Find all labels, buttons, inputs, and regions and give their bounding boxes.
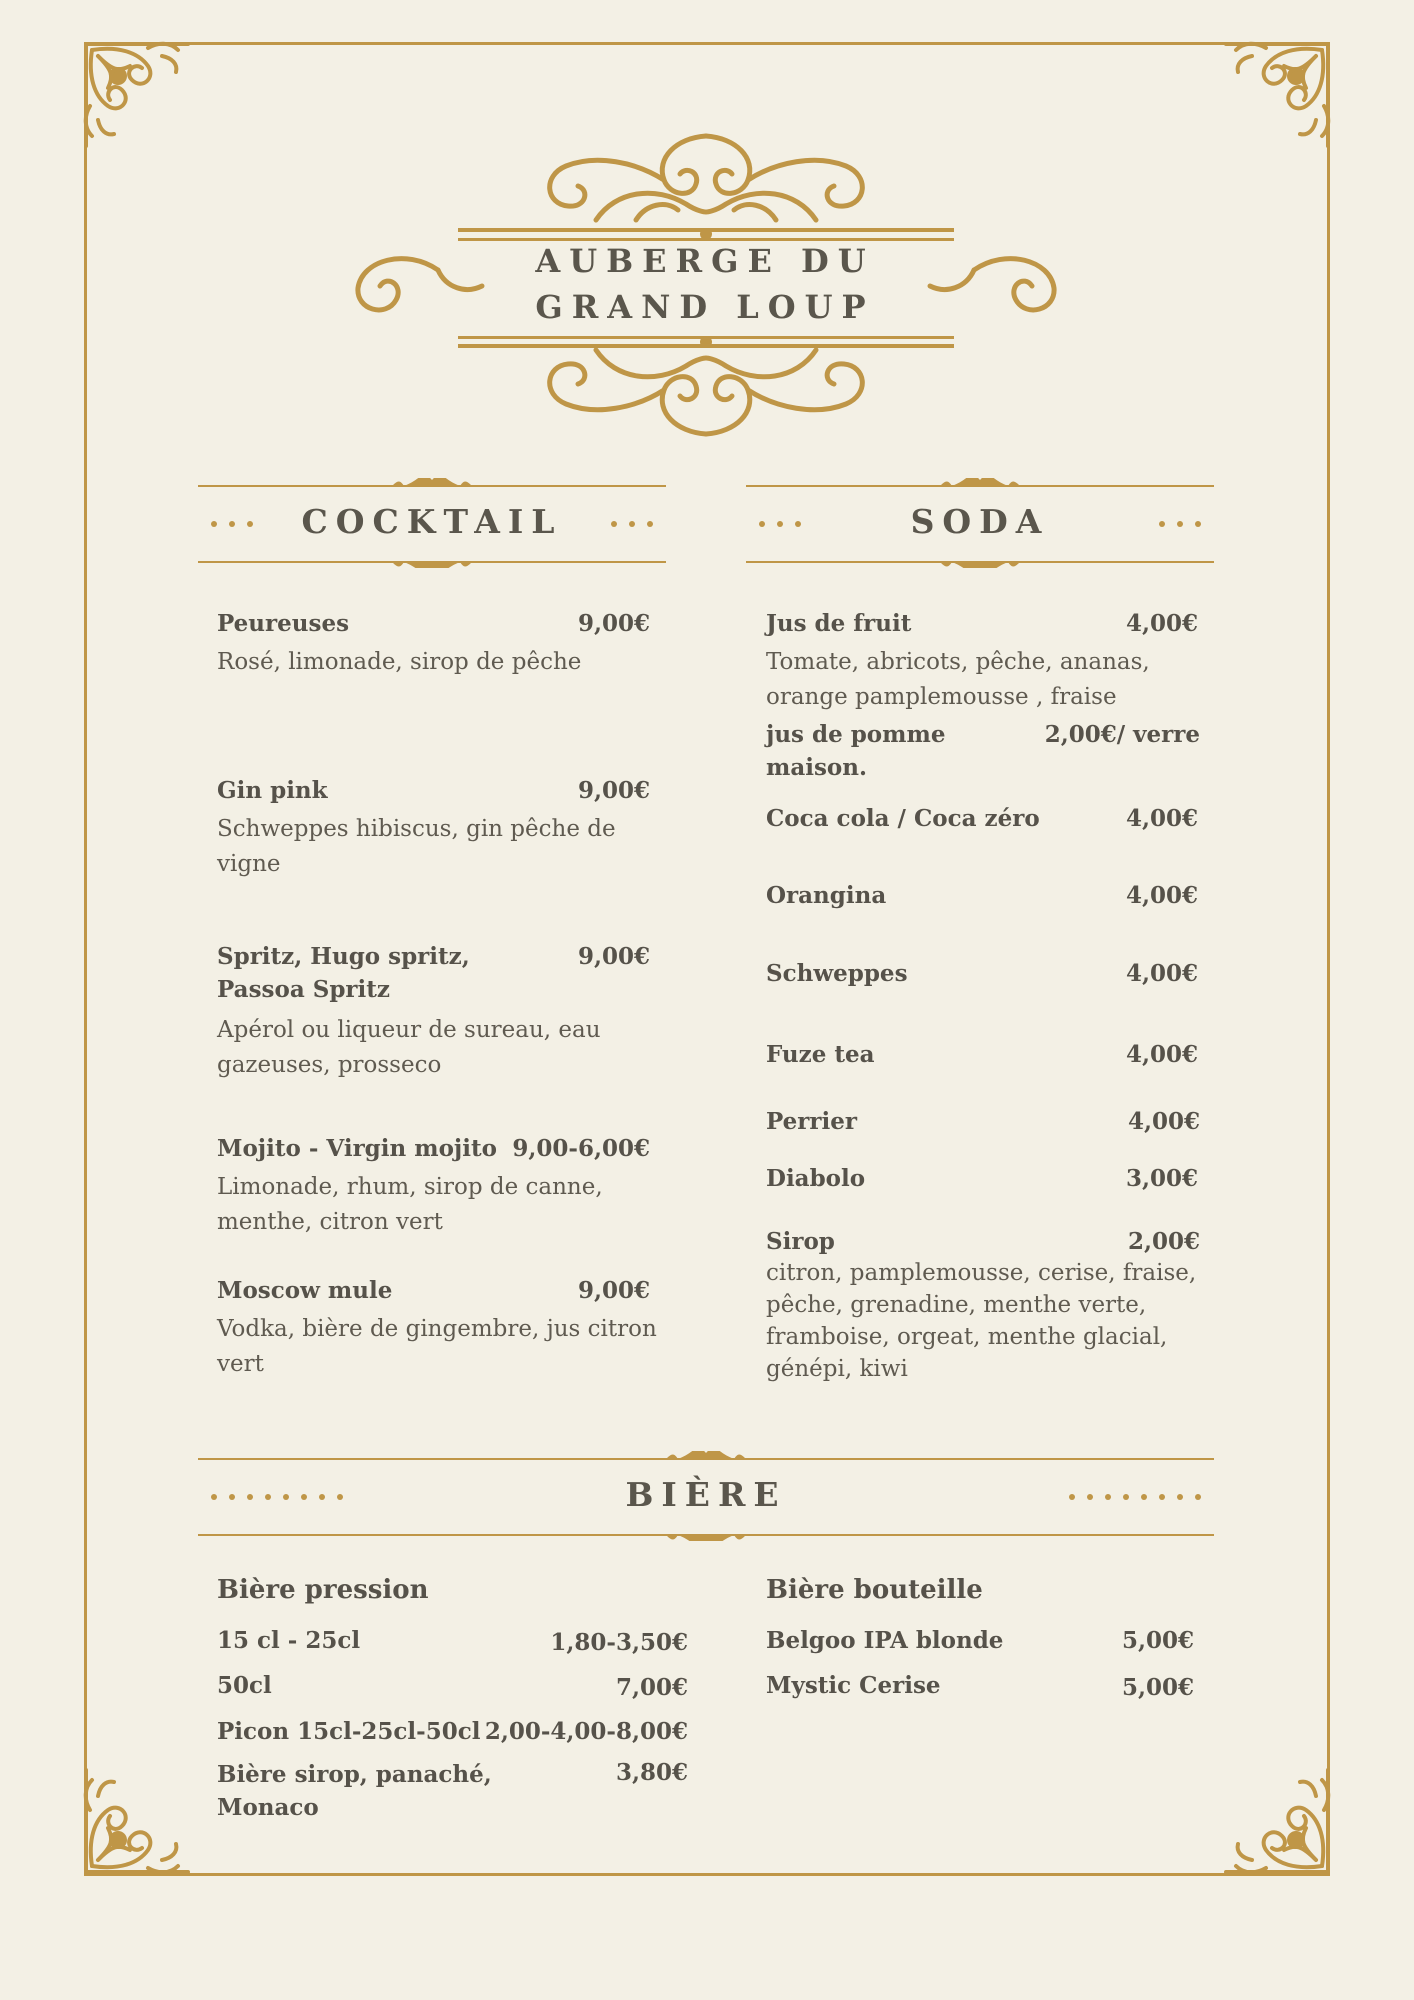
soda-section-title: SODA: [910, 502, 1050, 541]
cocktail-item-price: 9,00€: [577, 610, 650, 637]
biere-bouteille-title: Bière bouteille: [766, 1575, 983, 1605]
soda-item-name: Perrier: [766, 1108, 858, 1135]
biere-section-title: BIÈRE: [625, 1475, 787, 1514]
soda-extra-name: jus de pomme maison.: [766, 721, 946, 781]
cocktail-item-price: 9,00-6,00€: [512, 1135, 650, 1162]
soda-item-name: Sirop: [766, 1228, 835, 1255]
cocktail-item-desc: Schweppes hibiscus, gin pêche de vigne: [217, 816, 616, 877]
cocktail-item-name: Peureuses: [217, 610, 350, 637]
cocktail-item-price: 9,00€: [577, 777, 650, 804]
soda-item-price: 2,00€: [1127, 1228, 1200, 1255]
biere-item-name: Belgoo IPA blonde: [766, 1627, 1004, 1654]
biere-pression-title: Bière pression: [217, 1575, 429, 1605]
soda-item-price: 4,00€: [1127, 1108, 1200, 1135]
biere-item-name: Bière sirop, panaché, Monaco: [217, 1761, 492, 1821]
biere-item-price: 1,80-3,50€: [550, 1629, 688, 1656]
soda-item-name: Coca cola / Coca zéro: [766, 805, 1040, 832]
soda-item-desc: Tomate, abricots, pêche, ananas, orange pamplemousse , fraise: [766, 649, 1150, 710]
soda-item-price: 3,00€: [1125, 1165, 1198, 1192]
soda-item-name: Jus de fruit: [766, 610, 912, 637]
cocktail-item-name: Spritz, Hugo spritz, Passoa Spritz: [217, 943, 470, 1003]
biere-item-name: 15 cl - 25cl: [217, 1627, 361, 1654]
soda-item-price: 4,00€: [1125, 610, 1198, 637]
soda-extra-price: 2,00€/ verre: [1044, 721, 1200, 748]
soda-item-desc: citron, pamplemousse, cerise, fraise, pêche, grenadine, menthe verte, framboise, orgeat, menthe glacial, génépi, kiwi: [766, 1260, 1197, 1382]
biere-item-name: Picon 15cl-25cl-50cl: [217, 1718, 481, 1745]
cocktail-item-price: 9,00€: [577, 1277, 650, 1304]
soda-item-name: Schweppes: [766, 960, 908, 987]
soda-item-price: 4,00€: [1125, 882, 1198, 909]
soda-section-header: [746, 478, 1214, 568]
soda-item-name: Diabolo: [766, 1165, 866, 1192]
cocktail-item-desc: Vodka, bière de gingembre, jus citron vert: [217, 1316, 657, 1377]
cocktail-item-name: Gin pink: [217, 777, 328, 804]
biere-item-price: 3,80€: [615, 1759, 688, 1786]
soda-item-name: Orangina: [766, 882, 887, 909]
cocktail-item-desc: Rosé, limonade, sirop de pêche: [217, 649, 582, 675]
biere-section-header: [198, 1451, 1214, 1541]
biere-item-price: 2,00-4,00-8,00€: [484, 1718, 688, 1745]
biere-item-price: 7,00€: [615, 1674, 688, 1701]
soda-item-name: Fuze tea: [766, 1041, 875, 1068]
biere-item-name: Mystic Cerise: [766, 1672, 941, 1699]
cocktail-item-price: 9,00€: [577, 943, 650, 970]
cocktail-item-desc: Apérol ou liqueur de sureau, eau gazeuses, prosseco: [217, 1017, 601, 1078]
corner-ornament-bottom-left: [78, 1764, 194, 1880]
restaurant-name: AUBERGE DU GRAND LOUP: [535, 242, 875, 326]
biere-item-price: 5,00€: [1121, 1627, 1194, 1654]
soda-item-price: 4,00€: [1125, 1041, 1198, 1068]
biere-item-name: 50cl: [217, 1672, 272, 1699]
corner-ornament-bottom-right: [1220, 1764, 1336, 1880]
cocktail-item-desc: Limonade, rhum, sirop de canne, menthe, citron vert: [217, 1174, 603, 1235]
soda-item-price: 4,00€: [1125, 805, 1198, 832]
soda-item-price: 4,00€: [1125, 960, 1198, 987]
corner-ornament-top-left: [78, 36, 194, 152]
cocktail-section-header: [198, 478, 666, 568]
corner-ornament-top-right: [1220, 36, 1336, 152]
cocktail-item-name: Mojito - Virgin mojito: [217, 1135, 497, 1162]
cocktail-section-title: COCKTAIL: [301, 502, 563, 541]
cocktail-item-name: Moscow mule: [217, 1277, 393, 1304]
biere-item-price: 5,00€: [1121, 1674, 1194, 1701]
